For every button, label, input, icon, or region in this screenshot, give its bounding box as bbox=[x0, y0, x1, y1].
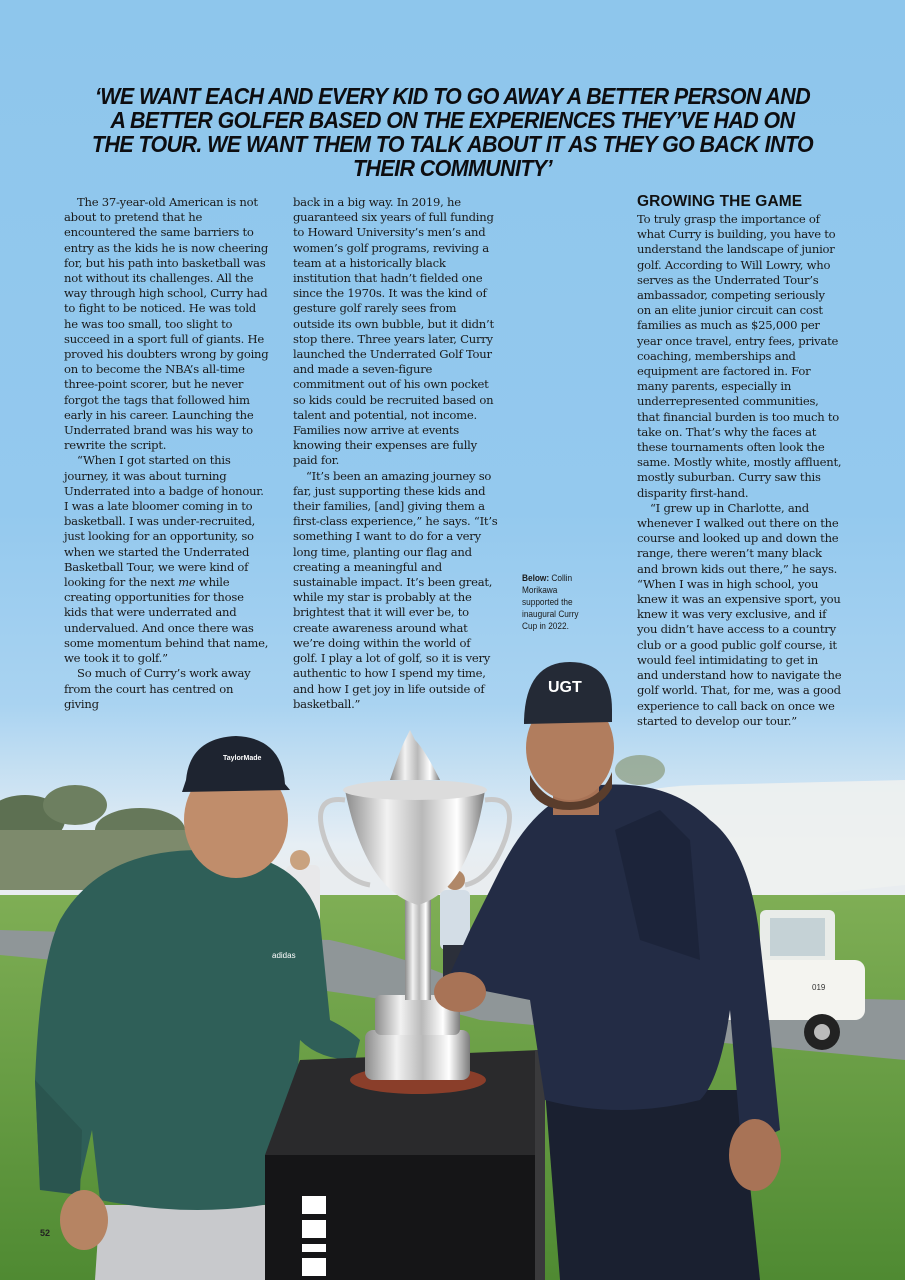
cap-logo-text: UGT bbox=[548, 679, 582, 696]
paragraph: “I grew up in Charlotte, and whenever I walked out there on the course and looked up and down the range, there weren’t many black and brown kids out there,” he says. “When I was in high school, you knew it was an expensive sport, you knew it was very exclusive, and if you didn’t have access to a country club or a good public golf course, it would feel intimidating to get in and understand how to navigate the golf world. That, for me, was a good experience to call back on once we started to develop our tour.” bbox=[637, 500, 842, 728]
caption-text: Collin Morikawa supported the inaugural Curry Cup in 2022. bbox=[522, 573, 579, 631]
article-column-3 bbox=[637, 193, 842, 729]
cap-logo-text: TaylorMade bbox=[223, 755, 262, 762]
article-column-1 bbox=[64, 195, 269, 712]
paragraph: “It’s been an amazing journey so far, just supporting these kids and their families, [and] giving them a first-class experience,” he says. “It’s something I want to do for a very long time, planting our flag and creating a meaningful and sustainable impact. It’s been great, while my star is probably at the brightest that it will ever be, to create awareness around what we’re doing within the world of golf. I play a lot of golf, so it is very authentic to how I spend my time, and how I get joy in life outside of basketball.” bbox=[293, 468, 498, 711]
paragraph: back in a big way. In 2019, he guaranteed six years of full funding to Howard University’s men’s and women’s golf programs, reviving a team at a historically black institution that hadn’t fielded one since the 1970s. It was the kind of gesture golf rarely sees from outside its own bubble, but it didn’t stop there. Three years later, Curry launched the Underrated Golf Tour and made a seven-figure commitment out of his own pocket so kids could be recruited based on talent and potential, not income. Families now arrive at events knowing their expenses are fully paid for. bbox=[293, 195, 494, 468]
section-heading: GROWING THE GAME bbox=[637, 193, 803, 210]
paragraph: To truly grasp the importance of what Curry is building, you have to understand the landscape of junior golf. According to Will Lowry, who serves as the Underrated Tour’s ambassador, competing seriously on an elite junior circuit can cost families as much as $25,000 per year once travel, entry fees, private coaching, memberships and equipment are factored in. For many parents, especially in underrepresented communities, that financial burden is too much to take on. That’s why the faces at these tournaments often look the same. Mostly white, mostly affluent, mostly suburban. Curry saw this disparity first-hand. bbox=[637, 212, 842, 500]
caption-label: Below: bbox=[522, 573, 550, 583]
paragraph bbox=[64, 453, 269, 666]
cart-number: 019 bbox=[812, 983, 826, 992]
article-column-2 bbox=[293, 195, 498, 712]
sweater-brand: adidas bbox=[272, 951, 296, 960]
pedestal-logo-icon bbox=[298, 1196, 330, 1278]
text-run: “When I got started on this journey, it was about turning Underrated into a badge of honour. I was a late bloomer coming in to basketball. I was under-recruited, just looking for an opportunity, so when we started the Underrated Basketball Tour, we were kind of looking for the next bbox=[64, 453, 264, 590]
paragraph: So much of Curry’s work away from the court has centred on giving bbox=[64, 666, 251, 711]
text-run: while creating opportunities for those kids that were underrated and undervalued. And once there was some momentum behind that name, we took it to golf.” bbox=[64, 575, 269, 666]
pull-quote: ‘WE WANT EACH AND EVERY KID TO GO AWAY A BETTER PERSON AND A BETTER GOLFER BASED ON THE EXPERIENCES THEY’VE HAD ON THE TOUR. WE WANT THEM TO TALK ABOUT IT AS THEY GO BACK INTO THEIR COMMUNITY’ bbox=[91, 83, 814, 181]
paragraph: The 37-year-old American is not about to pretend that he encountered the same barriers to entry as the kids he is now cheering for, but his path into basketball was not without its challenges. All the way through high school, Curry had to fight to be noticed. He was told he was too small, too slight to succeed in a sport full of giants. He proved his doubters wrong by going on to become the NBA’s all-time three-point scorer, but he never forgot the tags that followed him early in his career. Launching the Underrated brand was his way to rewrite the script. bbox=[64, 195, 269, 453]
photo-caption bbox=[522, 572, 596, 632]
page-number: 52 bbox=[40, 1228, 51, 1238]
emphasis: me bbox=[178, 575, 196, 590]
